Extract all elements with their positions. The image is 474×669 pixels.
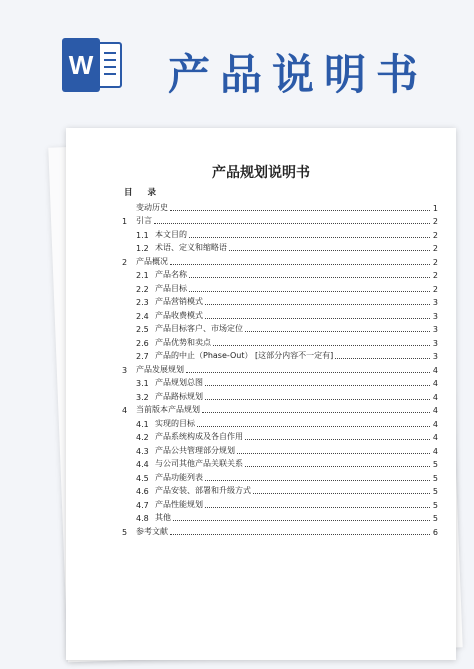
toc-entry[interactable] <box>122 280 438 294</box>
toc-leader-dots <box>205 506 430 508</box>
toc-entry[interactable] <box>122 334 438 348</box>
toc-entry-page: 5 <box>432 500 438 510</box>
toc-entry-label: 本文目的 <box>155 229 187 239</box>
toc-entry[interactable] <box>122 415 438 429</box>
toc-entry-label: 实现的目标 <box>155 418 195 428</box>
toc-entry-page: 3 <box>432 298 438 307</box>
toc-leader-dots <box>335 357 430 359</box>
document-page <box>66 128 456 660</box>
toc-entry-page: 3 <box>432 325 438 334</box>
toc-entry-label: 产品性能规划 <box>155 499 203 509</box>
toc-entry[interactable] <box>122 429 438 443</box>
toc-entry[interactable] <box>122 307 438 321</box>
toc-entry-number: 1 <box>122 217 128 226</box>
toc-leader-dots <box>205 398 430 400</box>
toc-entry[interactable] <box>122 388 438 402</box>
toc-entry-page: 5 <box>432 473 438 483</box>
toc-entry-page: 4 <box>432 365 438 375</box>
toc-entry-label: 术语、定义和缩略语 <box>155 243 227 252</box>
toc-entry-number: 2.1 <box>136 271 149 280</box>
toc-entry-number: 3.1 <box>136 379 149 388</box>
toc-entry-label: 产品收费模式 <box>155 310 203 320</box>
toc-entry-label: 产品营销模式 <box>155 297 203 306</box>
toc-entry-page: 3 <box>432 311 438 321</box>
toc-entry-number: 4 <box>122 406 128 415</box>
toc-entry[interactable] <box>122 240 438 254</box>
toc-entry-label: 产品系统构成及各自作用 <box>155 432 243 441</box>
toc-entry[interactable] <box>122 348 438 362</box>
toc-entry-number: 2.2 <box>136 284 149 294</box>
document-title: 产品规划说明书 <box>212 165 310 181</box>
toc-leader-dots <box>170 533 430 535</box>
toc-entry[interactable] <box>122 199 438 213</box>
toc-entry[interactable] <box>122 523 438 537</box>
toc-entry-number: 2.4 <box>136 311 149 321</box>
toc-entry-page: 5 <box>432 514 438 523</box>
toc-entry[interactable] <box>122 402 438 416</box>
word-line <box>104 59 116 61</box>
toc-entry[interactable] <box>122 226 438 240</box>
toc-entry[interactable] <box>122 321 438 335</box>
toc-entry-number: 4.4 <box>136 460 149 469</box>
toc-leader-dots <box>205 303 430 305</box>
toc-entry-number: 4.8 <box>136 514 149 523</box>
word-letter: W <box>62 38 100 92</box>
toc-entry[interactable] <box>122 442 438 456</box>
word-line <box>104 52 116 54</box>
toc-entry-label: 产品路标规划 <box>155 391 203 401</box>
toc-leader-dots <box>237 452 430 454</box>
toc-entry[interactable] <box>122 456 438 470</box>
word-logo-icon <box>62 38 124 92</box>
toc-entry[interactable] <box>122 213 438 227</box>
toc-entry-page: 2 <box>432 244 438 253</box>
toc-entry-label: 产品目标客户、市场定位 <box>155 324 243 333</box>
toc-leader-dots <box>253 492 430 494</box>
toc-entry[interactable] <box>122 294 438 308</box>
toc-entry-page: 2 <box>432 217 438 226</box>
toc-entry[interactable] <box>122 375 438 389</box>
toc-entry-number: 2.5 <box>136 325 149 334</box>
toc-entry-number: 4.7 <box>136 500 149 510</box>
toc-entry-page: 5 <box>432 460 438 469</box>
toc-entry-label: 产品发展规划 <box>136 364 184 374</box>
toc-entry-label: 参考文献 <box>136 526 168 536</box>
toc-entry[interactable] <box>122 267 438 281</box>
toc-leader-dots <box>245 330 430 332</box>
banner <box>0 0 474 115</box>
toc-entry-page: 2 <box>432 257 438 267</box>
toc-entry-page: 2 <box>432 230 438 240</box>
toc-entry-label: 变动历史 <box>136 202 168 212</box>
toc-entry-number: 1.1 <box>136 230 149 240</box>
toc-entry-number: 4.2 <box>136 433 149 442</box>
toc-entry-page: 2 <box>432 284 438 294</box>
toc-entry-number: 2 <box>122 257 128 267</box>
toc-entry-page: 4 <box>432 419 438 429</box>
banner-title: 产品说明书 <box>168 50 429 99</box>
toc-entry-label: 产品安装、部署和升级方式 <box>155 486 251 495</box>
toc-entry-page: 3 <box>432 352 438 361</box>
toc-entry-number: 4.1 <box>136 419 149 429</box>
toc-entry-page: 5 <box>432 487 438 496</box>
toc-entry-label: 与公司其他产品关联关系 <box>155 459 243 468</box>
toc-entry[interactable] <box>122 496 438 510</box>
toc-leader-dots <box>213 344 430 346</box>
toc-entry[interactable] <box>122 361 438 375</box>
toc-entry-page: 4 <box>432 406 438 415</box>
toc-leader-dots <box>229 249 430 251</box>
toc-leader-dots <box>202 411 430 413</box>
toc-entry[interactable] <box>122 253 438 267</box>
toc-leader-dots <box>189 236 430 238</box>
toc-entry-label: 产品公共管理部分规划 <box>155 445 235 455</box>
toc-entry-number: 5 <box>122 527 128 537</box>
toc-leader-dots <box>189 276 430 278</box>
toc-leader-dots <box>205 317 430 319</box>
toc-entry-page: 6 <box>432 527 438 537</box>
toc-entry-label: 产品名称 <box>155 270 187 279</box>
toc-entry-number: 1.2 <box>136 244 149 253</box>
toc-entry-number: 4.6 <box>136 487 149 496</box>
toc-entry-label: 产品目标 <box>155 283 187 293</box>
toc-leader-dots <box>197 425 430 427</box>
toc-entry-label: 产品规划总图 <box>155 378 203 387</box>
toc-leader-dots <box>170 209 430 211</box>
toc-entry-page: 1 <box>432 203 438 213</box>
toc-entry-number: 2.6 <box>136 338 149 348</box>
toc-entry-number: 3 <box>122 365 128 375</box>
toc-entry-label: 当前版本产品规划 <box>136 405 200 414</box>
toc-leader-dots <box>173 519 430 521</box>
toc-leader-dots <box>154 222 430 224</box>
toc-entry-number: 4.5 <box>136 473 149 483</box>
toc-entry-number: 3.2 <box>136 392 149 402</box>
toc-entry-number: 4.3 <box>136 446 149 456</box>
toc-entry-label: 其他 <box>155 513 171 522</box>
toc-leader-dots <box>205 384 430 386</box>
toc-leader-dots <box>189 290 430 292</box>
toc-entry-page: 2 <box>432 271 438 280</box>
toc-entry-label: 产品概况 <box>136 256 168 266</box>
toc-entry[interactable] <box>122 510 438 524</box>
toc-entry-page: 4 <box>432 392 438 402</box>
toc-entry-label: 产品功能列表 <box>155 472 203 482</box>
toc-entry-label: 产品的中止（Phase-Out） [这部分内容不一定有] <box>155 351 334 360</box>
toc-entry-label: 产品优势和卖点 <box>155 337 211 347</box>
word-line <box>104 66 116 68</box>
table-of-contents <box>122 199 438 537</box>
toc-leader-dots <box>205 479 430 481</box>
toc-leader-dots <box>245 438 430 440</box>
toc-leader-dots <box>186 371 430 373</box>
toc-entry-label: 引言 <box>136 216 152 225</box>
toc-entry-number: 2.7 <box>136 352 149 361</box>
toc-entry-page: 4 <box>432 446 438 456</box>
toc-entry-page: 3 <box>432 338 438 348</box>
toc-entry[interactable] <box>122 469 438 483</box>
toc-leader-dots <box>170 263 430 265</box>
toc-leader-dots <box>245 465 430 467</box>
toc-heading: 目 录 <box>124 188 162 198</box>
toc-entry[interactable] <box>122 483 438 497</box>
toc-entry-number: 2.3 <box>136 298 149 307</box>
toc-entry-page: 4 <box>432 433 438 442</box>
word-line <box>104 73 116 75</box>
toc-entry-page: 4 <box>432 379 438 388</box>
